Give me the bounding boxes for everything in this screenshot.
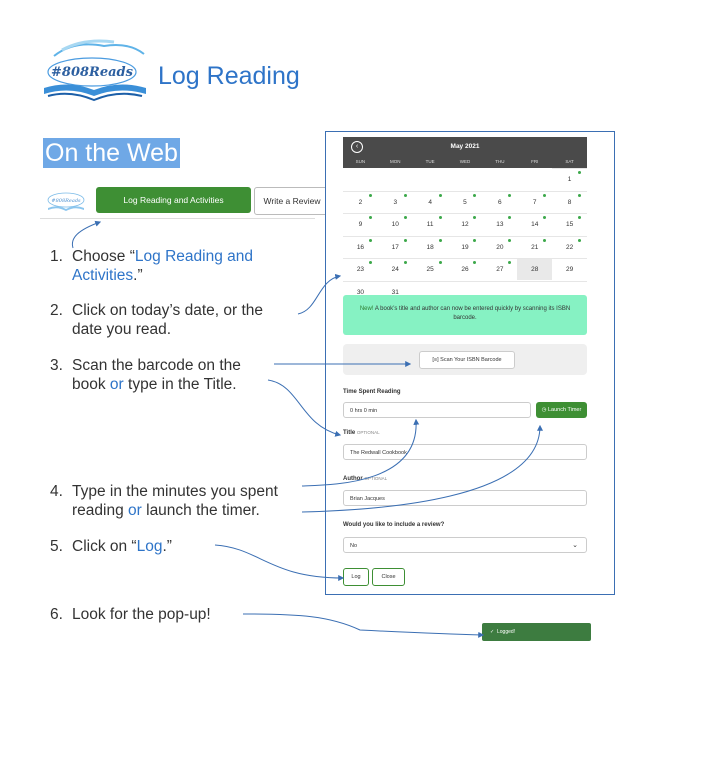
logged-toast: ✓ Logged! xyxy=(482,623,591,641)
calendar-day[interactable]: 16 xyxy=(343,236,378,258)
activity-dot xyxy=(404,194,407,197)
calendar-day[interactable]: 20 xyxy=(482,236,517,258)
activity-dot xyxy=(439,239,442,242)
calendar-day[interactable]: 1 xyxy=(552,168,587,190)
section-heading: On the Web xyxy=(45,139,178,167)
time-input[interactable]: 0 hrs 0 min xyxy=(343,402,531,418)
activity-dot xyxy=(369,194,372,197)
time-label: Time Spent Reading xyxy=(343,389,401,395)
calendar-day[interactable]: 7 xyxy=(517,191,552,213)
title-input[interactable]: The Redwall Cookbook xyxy=(343,444,587,460)
calendar-empty xyxy=(343,168,378,190)
mini-nav-bar xyxy=(40,184,321,218)
calendar-day[interactable]: 2 xyxy=(343,191,378,213)
activity-dot xyxy=(543,216,546,219)
calendar-day[interactable]: 12 xyxy=(448,213,483,235)
arrow-step6 xyxy=(243,614,483,635)
calendar-empty xyxy=(413,168,448,190)
chevron-down-icon: ⌄ xyxy=(572,542,578,549)
808reads-logo xyxy=(34,38,156,106)
divider xyxy=(40,218,315,219)
log-form-screenshot xyxy=(325,131,615,595)
activity-dot xyxy=(369,216,372,219)
review-select[interactable]: No ⌄ xyxy=(343,537,587,553)
svg-text:#808Reads: #808Reads xyxy=(51,198,81,204)
activity-dot xyxy=(404,239,407,242)
activity-dot xyxy=(543,194,546,197)
calendar-day[interactable]: 8 xyxy=(552,191,587,213)
weekday-1: MON xyxy=(390,159,401,164)
weekday-0: SUN xyxy=(355,159,366,164)
calendar-month: May 2021 xyxy=(450,143,480,150)
activity-dot xyxy=(369,261,372,264)
arrow-step1 xyxy=(72,222,100,248)
calendar-day[interactable]: 26 xyxy=(448,258,483,280)
weekday-4: THU xyxy=(495,159,505,164)
activity-dot xyxy=(404,261,407,264)
activity-dot xyxy=(578,216,581,219)
activity-dot xyxy=(543,239,546,242)
calendar-empty xyxy=(448,168,483,190)
weekday-3: WED xyxy=(459,159,471,164)
calendar-day[interactable]: 14 xyxy=(517,213,552,235)
calendar-day[interactable]: 18 xyxy=(413,236,448,258)
weekday-6: SAT xyxy=(565,159,574,164)
calendar-day[interactable]: 23 xyxy=(343,258,378,280)
calendar-day[interactable]: 30 xyxy=(343,281,378,303)
activity-dot xyxy=(473,216,476,219)
launch-timer-button[interactable]: ◷ Launch Timer xyxy=(536,402,587,418)
calendar-day[interactable]: 29 xyxy=(552,258,587,280)
logo-text: #808Reads xyxy=(51,65,133,80)
calendar-day[interactable]: 27 xyxy=(482,258,517,280)
activity-dot xyxy=(508,239,511,242)
calendar-day[interactable]: 11 xyxy=(413,213,448,235)
activity-dot xyxy=(404,216,407,219)
calendar-day[interactable]: 10 xyxy=(378,213,413,235)
log-reading-activities-button[interactable]: Log Reading and Activities xyxy=(96,187,251,213)
check-icon: ✓ xyxy=(490,629,495,635)
title-label: Title OPTIONAL xyxy=(343,430,380,436)
author-label: Author OPTIONAL xyxy=(343,476,388,482)
calendar-day[interactable]: 3 xyxy=(378,191,413,213)
mini-logo xyxy=(44,188,88,214)
calendar-day[interactable]: 19 xyxy=(448,236,483,258)
calendar-day[interactable]: 13 xyxy=(482,213,517,235)
activity-dot xyxy=(473,239,476,242)
write-review-button[interactable]: Write a Review xyxy=(254,187,330,215)
calendar-day[interactable]: 5 xyxy=(448,191,483,213)
calendar-empty xyxy=(517,168,552,190)
activity-dot xyxy=(508,216,511,219)
calendar-day[interactable]: 15 xyxy=(552,213,587,235)
scan-isbn-button[interactable]: [≡] Scan Your ISBN Barcode xyxy=(419,351,515,369)
activity-dot xyxy=(439,261,442,264)
weekday-5: FRI xyxy=(531,159,539,164)
activity-dot xyxy=(578,194,581,197)
activity-dot xyxy=(578,171,581,174)
review-question: Would you like to include a review? xyxy=(343,522,445,528)
calendar-day[interactable]: 28 xyxy=(517,258,552,280)
weekday-2: TUE xyxy=(425,159,435,164)
scan-area xyxy=(343,344,587,375)
calendar-day[interactable]: 25 xyxy=(413,258,448,280)
activity-dot xyxy=(439,194,442,197)
log-button[interactable]: Log xyxy=(343,568,369,586)
calendar-day[interactable]: 22 xyxy=(552,236,587,258)
activity-dot xyxy=(578,239,581,242)
calendar-header xyxy=(343,137,587,168)
activity-dot xyxy=(473,261,476,264)
calendar-empty xyxy=(482,168,517,190)
activity-dot xyxy=(439,216,442,219)
chevron-left-icon[interactable]: ‹ xyxy=(351,141,363,153)
calendar-day[interactable]: 31 xyxy=(378,281,413,303)
calendar-day[interactable]: 4 xyxy=(413,191,448,213)
calendar-day[interactable]: 9 xyxy=(343,213,378,235)
author-input[interactable]: Brian Jacques xyxy=(343,490,587,506)
isbn-info-banner: New! A book’s title and author can now be entered quickly by scanning its ISBN barcode. xyxy=(343,295,587,335)
calendar-empty xyxy=(378,168,413,190)
page-title: Log Reading xyxy=(158,62,300,90)
barcode-icon: [≡] xyxy=(432,357,439,363)
calendar-day[interactable]: 24 xyxy=(378,258,413,280)
activity-dot xyxy=(369,239,372,242)
activity-dot xyxy=(508,194,511,197)
activity-dot xyxy=(508,261,511,264)
activity-dot xyxy=(473,194,476,197)
calendar-day[interactable]: 21 xyxy=(517,236,552,258)
calendar-day[interactable]: 17 xyxy=(378,236,413,258)
clock-icon: ◷ xyxy=(541,407,547,413)
calendar-day[interactable]: 6 xyxy=(482,191,517,213)
close-button[interactable]: Close xyxy=(372,568,405,586)
